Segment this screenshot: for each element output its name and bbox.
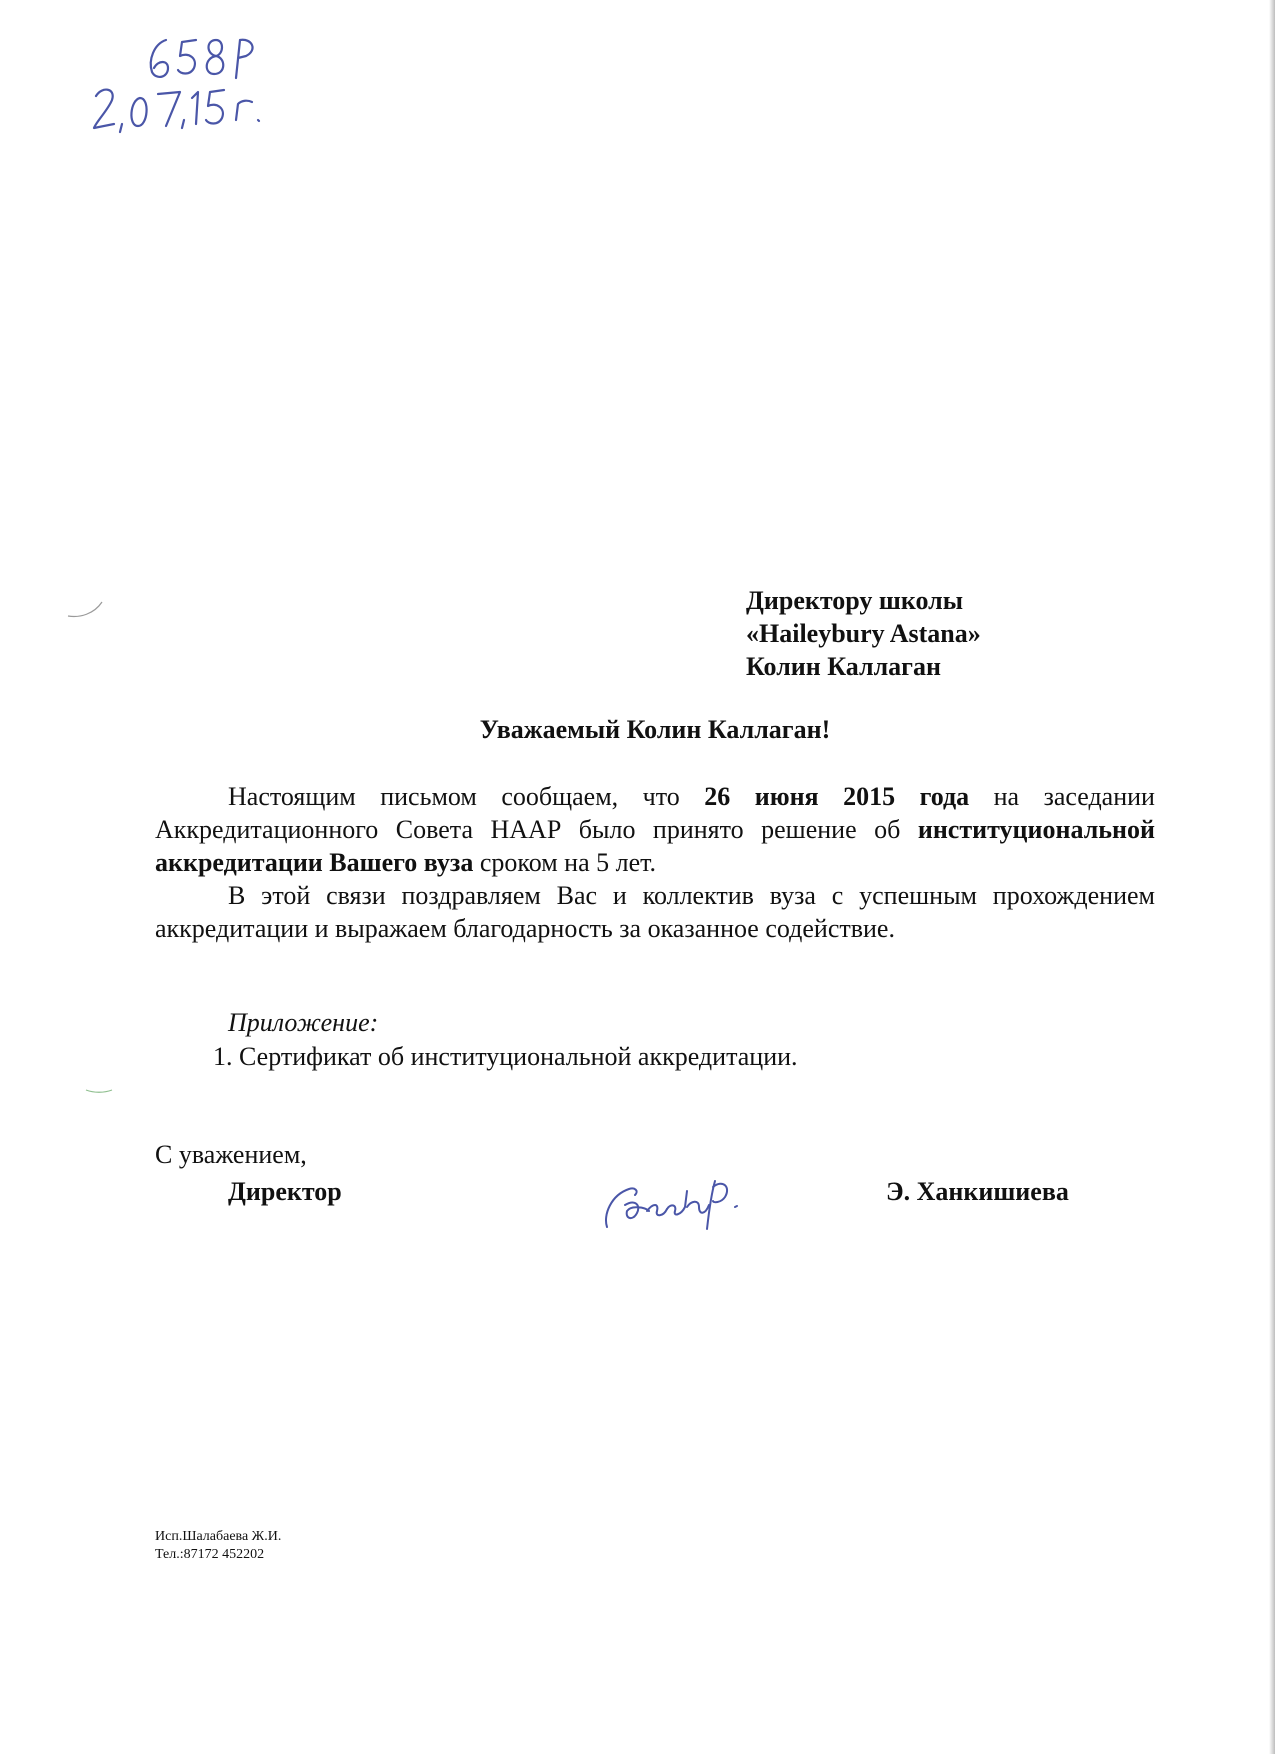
scan-mark — [66, 598, 106, 620]
handwritten-registration-note — [88, 28, 288, 138]
attachment-label: Приложение: — [228, 1008, 379, 1037]
recipient-line-2: «Haileybury Astana» — [746, 619, 981, 648]
paragraph-1-text-2: на заседании Аккредитационного Совета НААР было принято решение об — [155, 782, 1155, 844]
signer-name: Э. Ханкишиева — [886, 1177, 1069, 1206]
executor-name: Исп.Шалабаева Ж.И. — [155, 1529, 282, 1544]
salutation: Уважаемый Колин Каллаган! — [479, 715, 831, 744]
letter-body — [155, 780, 1155, 945]
scan-mark — [84, 1084, 114, 1094]
recipient-line-1: Директору школы — [746, 586, 964, 615]
attachment-item: 1. Сертификат об институциональной аккредитации. — [213, 1042, 798, 1071]
executor-phone: Тел.:87172 452202 — [155, 1547, 265, 1562]
paragraph-1-text-1: Настоящим письмом сообщаем, что — [228, 782, 705, 811]
paragraph-2: В этой связи поздравляем Вас и коллектив вуза с успешным прохождением аккредитации и выражаем благодарность за оказанное содействие. — [155, 881, 1155, 943]
recipient-block — [746, 584, 981, 683]
handwritten-signature — [595, 1165, 765, 1245]
paragraph-1-text-3: сроком на 5 лет. — [473, 848, 657, 877]
paragraph-1 — [155, 780, 1155, 879]
paragraph-1-date: 26 июня 2015 года — [704, 782, 970, 811]
scan-edge — [1269, 0, 1275, 1754]
signer-title: Директор — [228, 1177, 342, 1206]
closing: С уважением, — [155, 1140, 307, 1169]
recipient-line-3: Колин Каллаган — [746, 652, 941, 681]
paragraph-1-accreditation: институциональной аккредитации Вашего вуза — [155, 815, 1155, 877]
footer-contact — [155, 1528, 281, 1564]
